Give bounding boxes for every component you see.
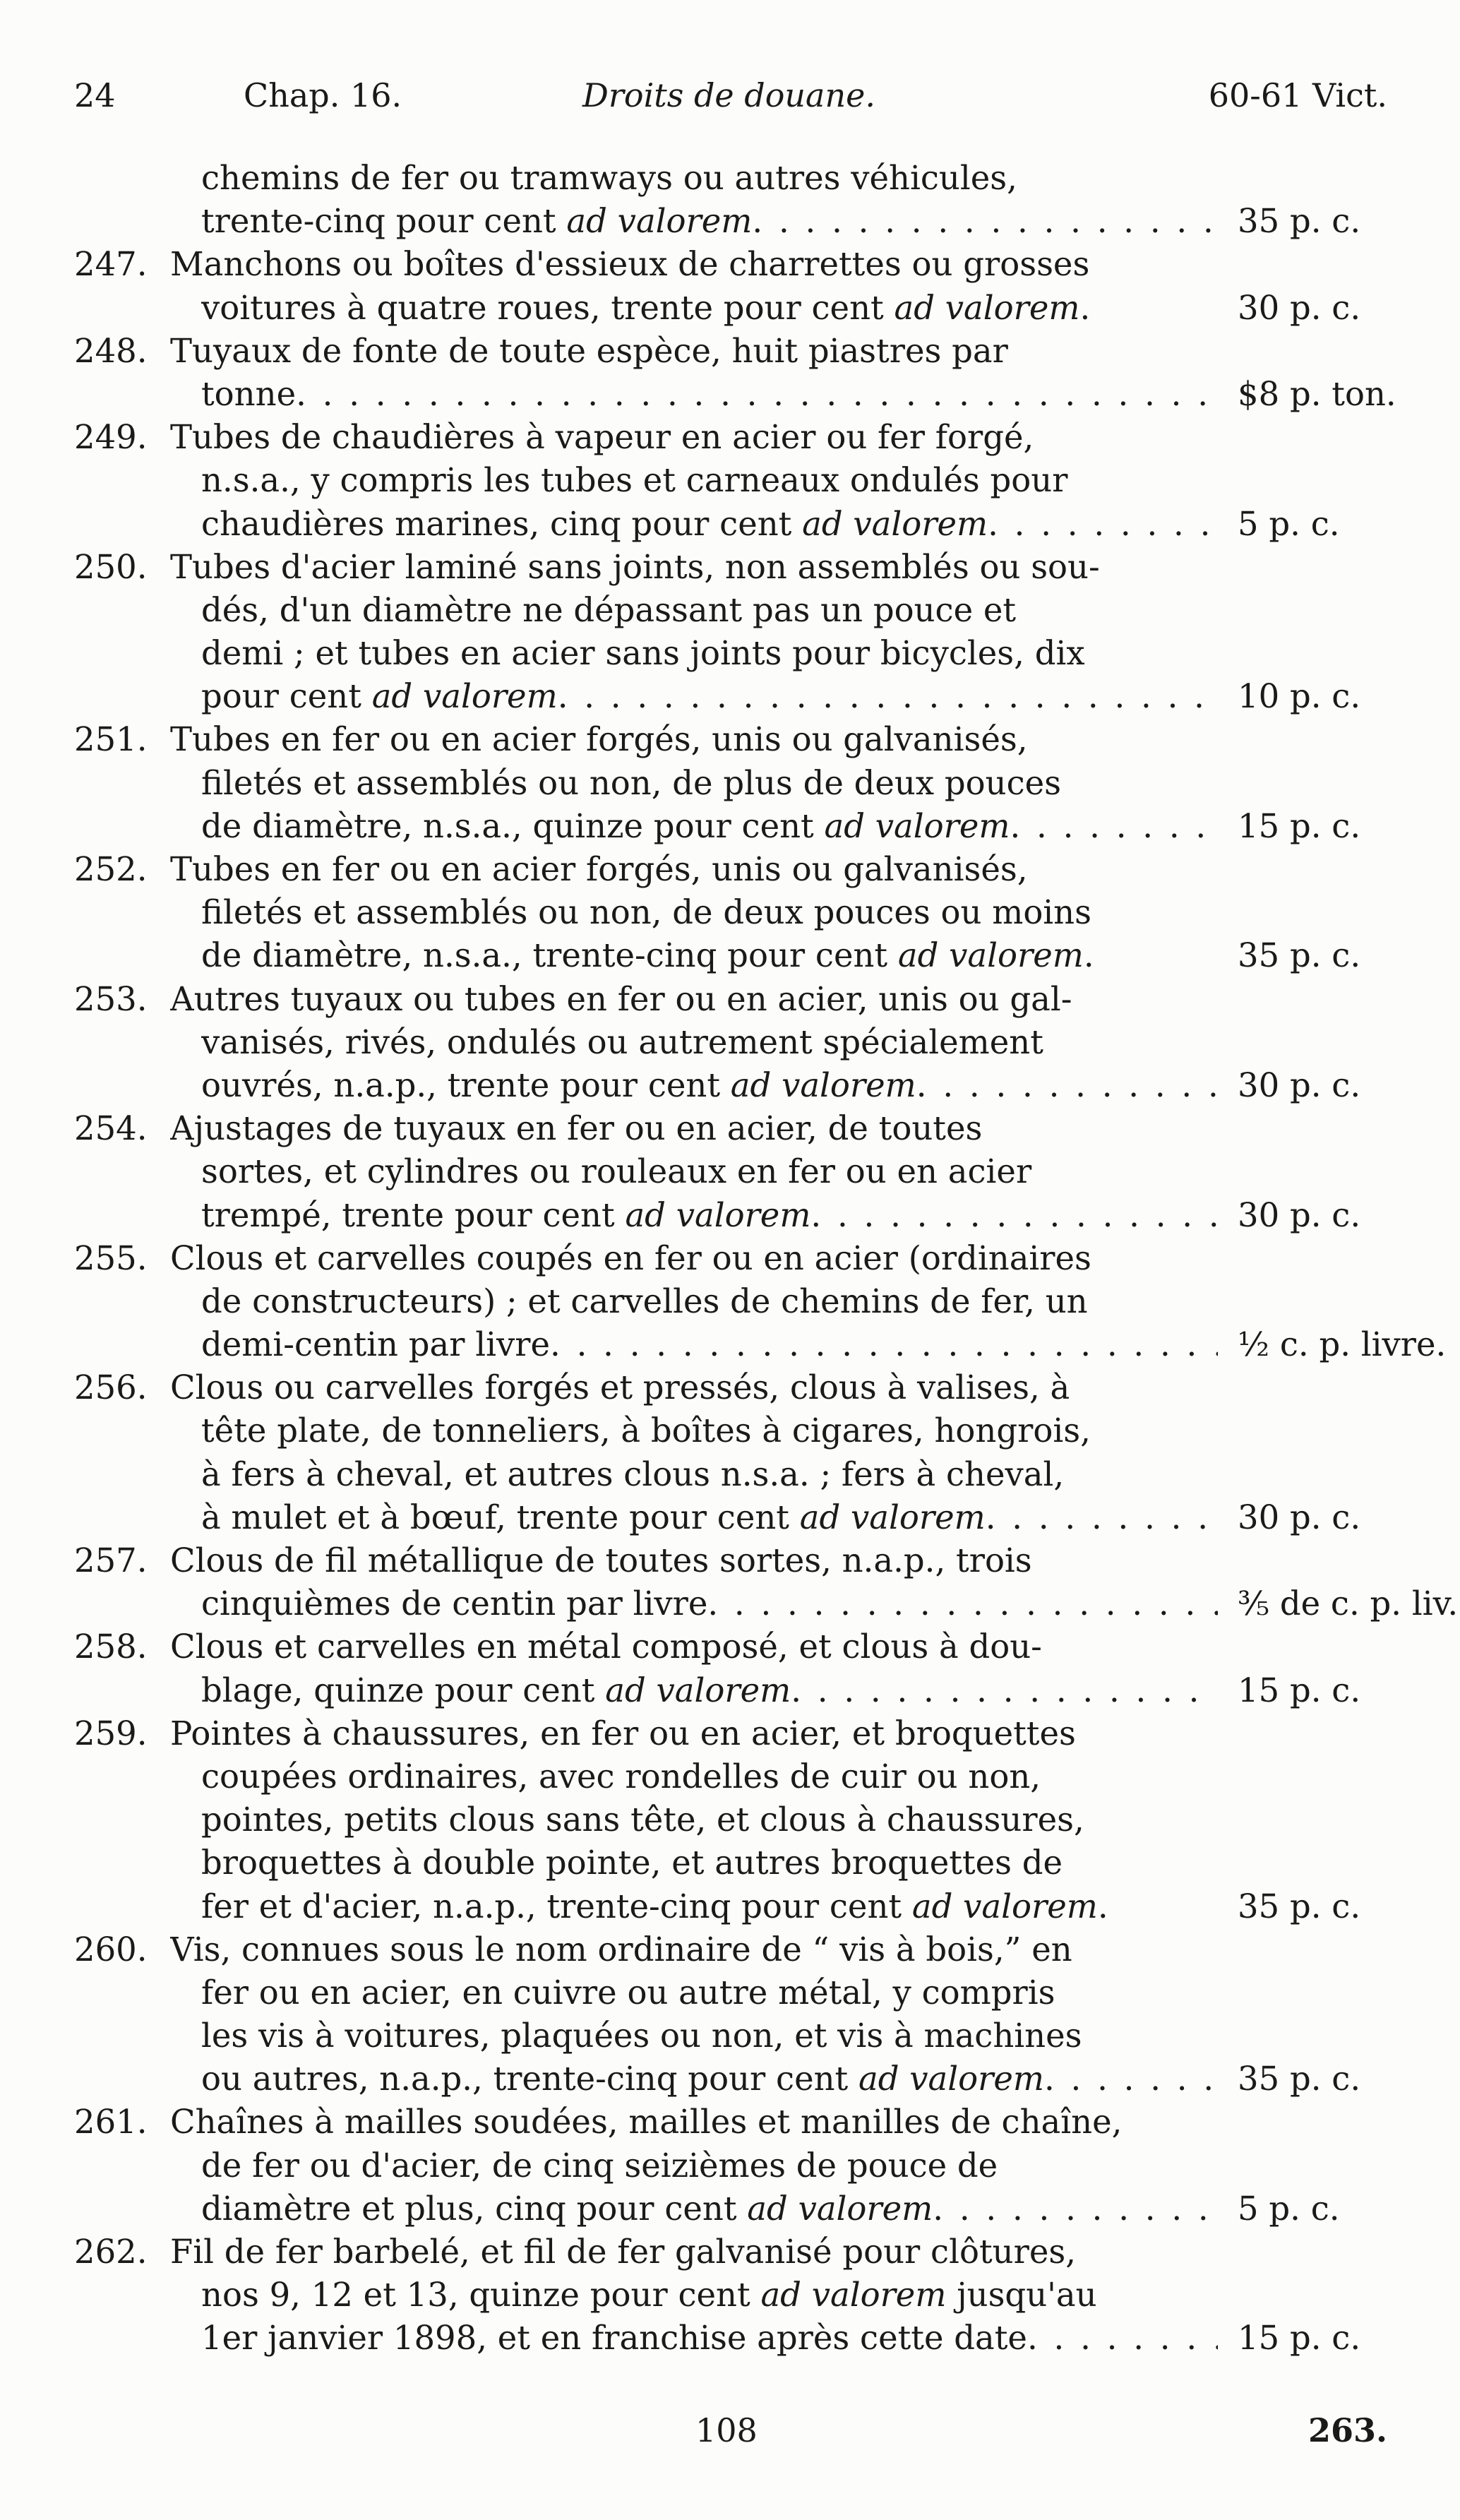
- tariff-line: [74, 2014, 1387, 2058]
- item-text: Tubes en fer ou en acier forgés, unis ou galvanisés,: [170, 720, 1028, 759]
- item-text-content: demi-centin par livre: [201, 1325, 551, 1364]
- duty-rate: 15 p. c.: [1238, 806, 1361, 845]
- item-number: 252.: [74, 850, 148, 888]
- duty-rate: 5 p. c.: [1238, 2189, 1340, 2228]
- item-text: [201, 200, 1218, 243]
- tariff-line: [74, 1496, 1387, 1539]
- dot-leader: [752, 200, 1218, 243]
- item-text: [201, 805, 1218, 848]
- tariff-line: [74, 891, 1387, 934]
- chapter-label: Chap. 16.: [244, 76, 402, 114]
- item-text-content: 1er janvier 1898, et en franchise après cette date: [201, 2319, 1027, 2358]
- item-number: 255.: [74, 1238, 148, 1277]
- item-number: 262.: [74, 2233, 148, 2271]
- dot-leader: [1044, 2058, 1218, 2101]
- item-text: Pointes à chaussures, en fer ou en acier, et broquettes: [170, 1714, 1076, 1752]
- item-text: Clous et carvelles en métal composé, et clous à dou-: [170, 1628, 1042, 1666]
- item-text-content: pour cent ad valorem: [201, 677, 558, 716]
- tariff-line: [74, 1841, 1387, 1885]
- item-number: 257.: [74, 1541, 148, 1580]
- item-text-content: cinquièmes de centin par livre: [201, 1584, 708, 1623]
- tariff-line: [74, 503, 1387, 546]
- item-text: chemins de fer ou tramways ou autres véhicules,: [201, 159, 1017, 197]
- tariff-line: [74, 2274, 1387, 2317]
- item-text: demi ; et tubes en acier sans joints pour bicycles, dix: [201, 634, 1085, 673]
- tariff-line: [74, 1453, 1387, 1496]
- dot-leader: [916, 1064, 1218, 1107]
- item-text: voitures à quatre roues, trente pour cent ad valorem.: [201, 288, 1091, 327]
- tariff-line: [74, 2058, 1387, 2101]
- tariff-line: [74, 243, 1387, 286]
- tariff-line: [74, 1971, 1387, 2014]
- tariff-line: [74, 1798, 1387, 1841]
- tariff-line: [74, 2187, 1387, 2231]
- item-number: 256.: [74, 1368, 148, 1407]
- item-text: [201, 503, 1218, 546]
- tariff-line: [74, 2144, 1387, 2187]
- item-text: [201, 1064, 1218, 1107]
- duty-rate: 30 p. c.: [1238, 1195, 1361, 1234]
- duty-rate: 30 p. c.: [1238, 1065, 1361, 1104]
- duty-rate: 5 p. c.: [1238, 504, 1340, 543]
- item-text: Ajustages de tuyaux en fer ou en acier, de toutes: [170, 1109, 983, 1148]
- tariff-line: [74, 1194, 1387, 1237]
- item-text: [201, 675, 1218, 718]
- duty-rate: 35 p. c.: [1238, 936, 1361, 975]
- item-text: [201, 1323, 1218, 1366]
- dot-leader: [810, 1194, 1218, 1237]
- item-text: [201, 2317, 1218, 2360]
- duty-rate: 30 p. c.: [1238, 1498, 1361, 1536]
- item-text-content: à mulet et à bœuf, trente pour cent ad valorem: [201, 1498, 986, 1536]
- item-text: [201, 1582, 1218, 1625]
- item-text: Manchons ou boîtes d'essieux de charrettes ou grosses: [170, 245, 1090, 284]
- item-text-content: blage, quinze pour cent ad valorem: [201, 1671, 791, 1709]
- tariff-line: [74, 200, 1387, 243]
- tariff-line: [74, 675, 1387, 718]
- item-text-content: ouvrés, n.a.p., trente pour cent ad valorem: [201, 1065, 916, 1104]
- item-text: fer et d'acier, n.a.p., trente-cinq pour cent ad valorem.: [201, 1887, 1108, 1925]
- duty-rate: ⅗ de c. p. liv.: [1238, 1584, 1459, 1623]
- dot-leader: [550, 1323, 1218, 1366]
- item-number: 258.: [74, 1628, 148, 1666]
- tariff-line: [74, 1150, 1387, 1193]
- item-number: 247.: [74, 245, 148, 284]
- item-text: de constructeurs) ; et carvelles de chemins de fer, un: [201, 1282, 1088, 1320]
- duty-rate: 10 p. c.: [1238, 677, 1361, 716]
- tariff-line: [74, 330, 1387, 373]
- item-text: Chaînes à mailles soudées, mailles et manilles de chaîne,: [170, 2103, 1123, 2142]
- item-number: 260.: [74, 1930, 148, 1969]
- dot-leader: [707, 1582, 1218, 1625]
- tariff-line: [74, 1064, 1387, 1107]
- tariff-line: [74, 1885, 1387, 1928]
- dot-leader: [986, 1496, 1218, 1539]
- duty-rate: 35 p. c.: [1238, 1887, 1361, 1925]
- running-header: [74, 76, 1387, 119]
- tariff-line: [74, 459, 1387, 502]
- item-text-content: trente-cinq pour cent ad valorem: [201, 202, 753, 241]
- tariff-line: [74, 2231, 1387, 2274]
- item-number: 250.: [74, 547, 148, 586]
- item-text-content: de diamètre, n.s.a., quinze pour cent ad valorem: [201, 806, 1010, 845]
- item-text: Vis, connues sous le nom ordinaire de “ vis à bois,” en: [170, 1930, 1072, 1969]
- tariff-line: [74, 1280, 1387, 1323]
- tariff-line: [74, 1409, 1387, 1452]
- tariff-line: [74, 1755, 1387, 1798]
- tariff-line: [74, 1669, 1387, 1712]
- item-text: fer ou en acier, en cuivre ou autre métal, y compris: [201, 1973, 1055, 2012]
- tariff-line: [74, 1625, 1387, 1668]
- tariff-line: [74, 718, 1387, 761]
- item-text: Autres tuyaux ou tubes en fer ou en acier, unis ou gal-: [170, 979, 1072, 1018]
- item-number: 261.: [74, 2103, 148, 2142]
- item-text: Tubes en fer ou en acier forgés, unis ou galvanisés,: [170, 850, 1028, 888]
- dot-leader: [791, 1669, 1218, 1712]
- dot-leader: [988, 503, 1218, 546]
- tariff-line: [74, 2101, 1387, 2144]
- item-text: Clous et carvelles coupés en fer ou en acier (ordinaires: [170, 1238, 1091, 1277]
- dot-leader: [1027, 2317, 1218, 2360]
- tariff-line: [74, 762, 1387, 805]
- item-text: Tuyaux de fonte de toute espèce, huit piastres par: [170, 331, 1008, 370]
- tariff-line: [74, 589, 1387, 632]
- item-text: [201, 373, 1218, 416]
- duty-rate: $8 p. ton.: [1238, 374, 1396, 413]
- item-number: 254.: [74, 1109, 148, 1148]
- tariff-line: [74, 934, 1387, 977]
- tariff-line: [74, 632, 1387, 675]
- duty-rate: 30 p. c.: [1238, 288, 1361, 327]
- item-text: filetés et assemblés ou non, de plus de deux pouces: [201, 763, 1062, 802]
- tariff-line: [74, 1021, 1387, 1064]
- tariff-line: [74, 546, 1387, 589]
- item-text: tête plate, de tonneliers, à boîtes à cigares, hongrois,: [201, 1411, 1091, 1450]
- dot-leader: [296, 373, 1218, 416]
- tariff-line: [74, 1366, 1387, 1409]
- tariff-line: [74, 805, 1387, 848]
- tariff-line: [74, 373, 1396, 416]
- item-text: filetés et assemblés ou non, de deux pouces ou moins: [201, 893, 1091, 932]
- duty-rate: 15 p. c.: [1238, 2319, 1361, 2358]
- item-text: les vis à voitures, plaquées ou non, et vis à machines: [201, 2017, 1082, 2055]
- item-text: Fil de fer barbelé, et fil de fer galvanisé pour clôtures,: [170, 2233, 1076, 2271]
- item-text: [201, 1496, 1218, 1539]
- dot-leader: [933, 2187, 1218, 2231]
- item-text: [201, 2187, 1218, 2231]
- item-text-content: chaudières marines, cinq pour cent ad valorem: [201, 504, 988, 543]
- item-text: dés, d'un diamètre ne dépassant pas un pouce et: [201, 590, 1017, 629]
- tariff-line: [74, 848, 1387, 891]
- item-text: de diamètre, n.s.a., trente-cinq pour cent ad valorem.: [201, 936, 1094, 975]
- tariff-line: [74, 1107, 1387, 1150]
- item-text-content: trempé, trente pour cent ad valorem: [201, 1195, 811, 1234]
- tariff-line: [74, 1539, 1387, 1582]
- item-number: 248.: [74, 331, 148, 370]
- catchword: 263.: [1308, 2411, 1387, 2449]
- dot-leader: [1010, 805, 1219, 848]
- running-title: Droits de douane.: [582, 76, 875, 114]
- item-text: broquettes à double pointe, et autres broquettes de: [201, 1844, 1063, 1882]
- tariff-line: [74, 1323, 1447, 1366]
- duty-rate: 35 p. c.: [1238, 202, 1361, 241]
- item-text: Tubes d'acier laminé sans joints, non assemblés ou sou-: [170, 547, 1100, 586]
- tariff-line: [74, 1237, 1387, 1280]
- tariff-line: [74, 416, 1387, 459]
- item-text: nos 9, 12 et 13, quinze pour cent ad valorem jusqu'au: [201, 2276, 1097, 2315]
- signature-mark: 108: [695, 2411, 758, 2449]
- tariff-line: [74, 157, 1387, 200]
- item-text: n.s.a., y compris les tubes et carneaux ondulés pour: [201, 461, 1068, 500]
- item-text: [201, 1669, 1218, 1712]
- tariff-line: [74, 1582, 1459, 1625]
- item-number: 253.: [74, 979, 148, 1018]
- regnal-year: 60-61 Vict.: [1208, 76, 1387, 114]
- tariff-line: [74, 978, 1387, 1021]
- item-number: 259.: [74, 1714, 148, 1752]
- item-text-content: ou autres, n.a.p., trente-cinq pour cent ad valorem: [201, 2060, 1044, 2098]
- item-text: pointes, petits clous sans tête, et clous à chaussures,: [201, 1801, 1084, 1839]
- tariff-line: [74, 1712, 1387, 1755]
- item-text: Clous ou carvelles forgés et pressés, clous à valises, à: [170, 1368, 1070, 1407]
- tariff-line: [74, 2317, 1387, 2360]
- duty-rate: ½ c. p. livre.: [1238, 1325, 1447, 1364]
- item-text: coupées ordinaires, avec rondelles de cuir ou non,: [201, 1757, 1041, 1796]
- item-text: de fer ou d'acier, de cinq seizièmes de pouce de: [201, 2146, 998, 2185]
- item-text-content: tonne: [201, 374, 297, 413]
- tariff-line: [74, 1928, 1387, 1971]
- item-text-content: diamètre et plus, cinq pour cent ad valorem: [201, 2189, 933, 2228]
- page-footer: [74, 2411, 1387, 2454]
- item-number: 251.: [74, 720, 148, 759]
- item-number: 249.: [74, 418, 148, 457]
- duty-rate: 35 p. c.: [1238, 2060, 1361, 2098]
- page-number: 24: [74, 76, 116, 114]
- item-text: [201, 1194, 1218, 1237]
- dot-leader: [558, 675, 1218, 718]
- item-text: sortes, et cylindres ou rouleaux en fer ou en acier: [201, 1152, 1032, 1191]
- tariff-list: [74, 157, 1459, 2360]
- item-text: [201, 2058, 1218, 2101]
- tariff-line: [74, 287, 1387, 330]
- item-text: à fers à cheval, et autres clous n.s.a. ; fers à cheval,: [201, 1455, 1065, 1493]
- item-text: Tubes de chaudières à vapeur en acier ou fer forgé,: [170, 418, 1034, 457]
- item-text: vanisés, rivés, ondulés ou autrement spécialement: [201, 1022, 1043, 1061]
- item-text: Clous de fil métallique de toutes sortes, n.a.p., trois: [170, 1541, 1032, 1580]
- duty-rate: 15 p. c.: [1238, 1671, 1361, 1709]
